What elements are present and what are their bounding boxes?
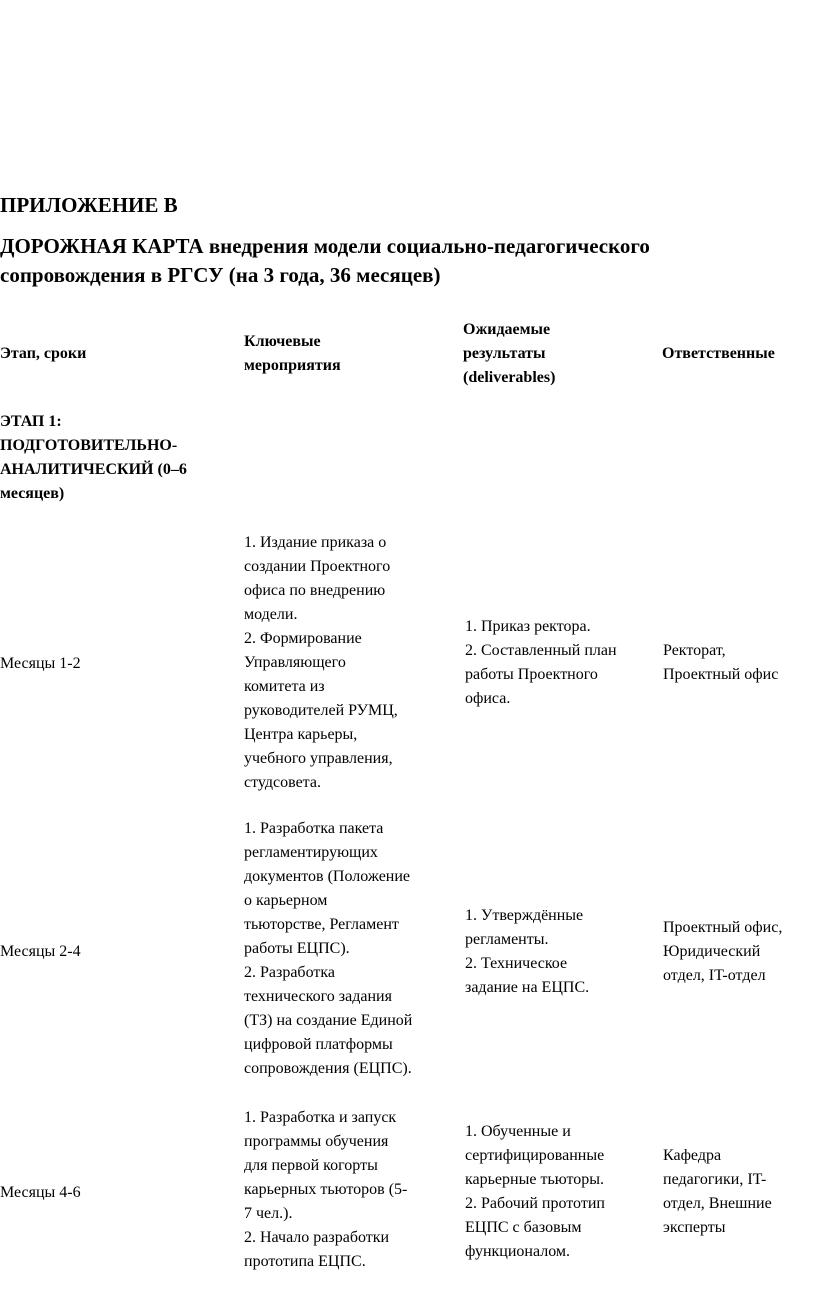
- text-line: 2. Формирование: [244, 630, 362, 647]
- text-line: месяцев): [0, 485, 65, 502]
- text-line: 2. Техническое: [465, 955, 568, 972]
- text-line: тьюторстве, Регламент: [244, 916, 399, 933]
- text-line: Месяцы 4-6: [0, 1184, 81, 1201]
- text-line: педагогики, IT-: [663, 1171, 767, 1188]
- roadmap-title: [0, 232, 800, 290]
- text-line: результаты: [463, 345, 546, 362]
- text-line: учебного управления,: [244, 750, 393, 767]
- text-line: эксперты: [663, 1219, 726, 1236]
- title-line: ДОРОЖНАЯ КАРТА внедрения модели социально-педагогического: [0, 234, 650, 258]
- text-line: 1. Издание приказа о: [244, 534, 387, 551]
- text-line: Проектный офис: [663, 666, 779, 683]
- text-line: Проектный офис,: [663, 919, 783, 936]
- text-line: офиса по внедрению: [244, 582, 386, 599]
- text-line: Ректорат,: [663, 642, 726, 659]
- text-line: прототипа ЕЦПС.: [244, 1253, 366, 1270]
- text-line: работы Проектного: [465, 666, 598, 683]
- title-line: сопровождения в РГСУ (на 3 года, 36 месяцев): [0, 263, 441, 287]
- text-line: о карьерном: [244, 892, 328, 909]
- text-line: 2. Начало разработки: [244, 1229, 390, 1246]
- text-line: Кафедра: [663, 1147, 722, 1164]
- text-line: Юридический: [663, 943, 761, 960]
- text-line: Месяцы 1-2: [0, 655, 81, 672]
- text-line: регламенты.: [465, 931, 549, 948]
- text-line: Ожидаемые: [463, 321, 551, 338]
- text-line: Месяцы 2-4: [0, 943, 81, 960]
- text-line: 1. Утверждённые: [465, 907, 584, 924]
- text-line: мероприятия: [244, 357, 341, 374]
- text-line: руководителей РУМЦ,: [244, 702, 398, 719]
- text-line: 2. Составленный план: [465, 642, 617, 659]
- text-line: 1. Обученные и: [465, 1123, 571, 1140]
- text-line: регламентирующих: [244, 844, 378, 861]
- text-line: 1. Разработка пакета: [244, 820, 384, 837]
- text-line: ЭТАП 1:: [0, 413, 62, 430]
- text-line: цифровой платформы: [244, 1036, 393, 1053]
- text-line: сопровождения (ЕЦПС).: [244, 1060, 412, 1077]
- row-1-activities: [244, 531, 398, 795]
- text-line: Управляющего: [244, 654, 346, 671]
- text-line: для первой когорты: [244, 1157, 378, 1174]
- text-line: ЕЦПС с базовым: [465, 1219, 582, 1236]
- row-2-results: [465, 904, 589, 1000]
- text-line: 1. Разработка и запуск: [244, 1109, 397, 1126]
- text-line: студсовета.: [244, 774, 321, 791]
- row-2-activities: [244, 817, 412, 1081]
- text-line: создании Проектного: [244, 558, 391, 575]
- text-line: комитета из: [244, 678, 325, 695]
- row-3-activities: [244, 1106, 407, 1274]
- text-line: отдел, IT-отдел: [663, 967, 766, 984]
- text-line: 1. Приказ ректора.: [465, 618, 591, 635]
- row-1-responsible: [663, 639, 778, 687]
- text-line: функционалом.: [465, 1243, 571, 1260]
- text-line: программы обучения: [244, 1133, 389, 1150]
- text-line: Центра карьеры,: [244, 726, 358, 743]
- row-2-period: [0, 940, 81, 964]
- row-1-results: [465, 615, 617, 711]
- text-line: сертифицированные: [465, 1147, 605, 1164]
- text-line: карьерные тьюторы.: [465, 1171, 605, 1188]
- row-3-period: [0, 1181, 81, 1205]
- text-line: 2. Разработка: [244, 964, 335, 981]
- header-responsible: [662, 342, 775, 366]
- text-line: (ТЗ) на создание Единой: [244, 1012, 413, 1029]
- text-line: Этап, сроки: [0, 345, 87, 362]
- text-line: ПОДГОТОВИТЕЛЬНО-: [0, 437, 178, 454]
- row-2-responsible: [663, 916, 782, 988]
- text-line: АНАЛИТИЧЕСКИЙ (0–6: [0, 461, 187, 478]
- row-1-period: [0, 652, 81, 676]
- text-line: модели.: [244, 606, 298, 623]
- header-stage: [0, 342, 86, 366]
- text-line: технического задания: [244, 988, 392, 1005]
- text-line: работы ЕЦПС).: [244, 940, 350, 957]
- text-line: задание на ЕЦПС.: [465, 979, 590, 996]
- text-line: карьерных тьюторов (5-: [244, 1181, 408, 1198]
- text-line: отдел, Внешние: [663, 1195, 772, 1212]
- text-line: 7 чел.).: [244, 1205, 293, 1222]
- row-3-responsible: [663, 1144, 772, 1240]
- text-line: офиса.: [465, 690, 511, 707]
- text-line: документов (Положение: [244, 868, 411, 885]
- appendix-label: ПРИЛОЖЕНИЕ В: [0, 193, 178, 217]
- row-3-results: [465, 1120, 605, 1264]
- text-line: Ответственные: [662, 345, 775, 362]
- header-activities: [244, 330, 341, 378]
- header-results: [463, 318, 555, 390]
- text-line: (deliverables): [463, 369, 556, 386]
- text-line: Ключевые: [244, 333, 321, 350]
- stage-1-heading: [0, 410, 187, 506]
- text-line: 2. Рабочий прототип: [465, 1195, 605, 1212]
